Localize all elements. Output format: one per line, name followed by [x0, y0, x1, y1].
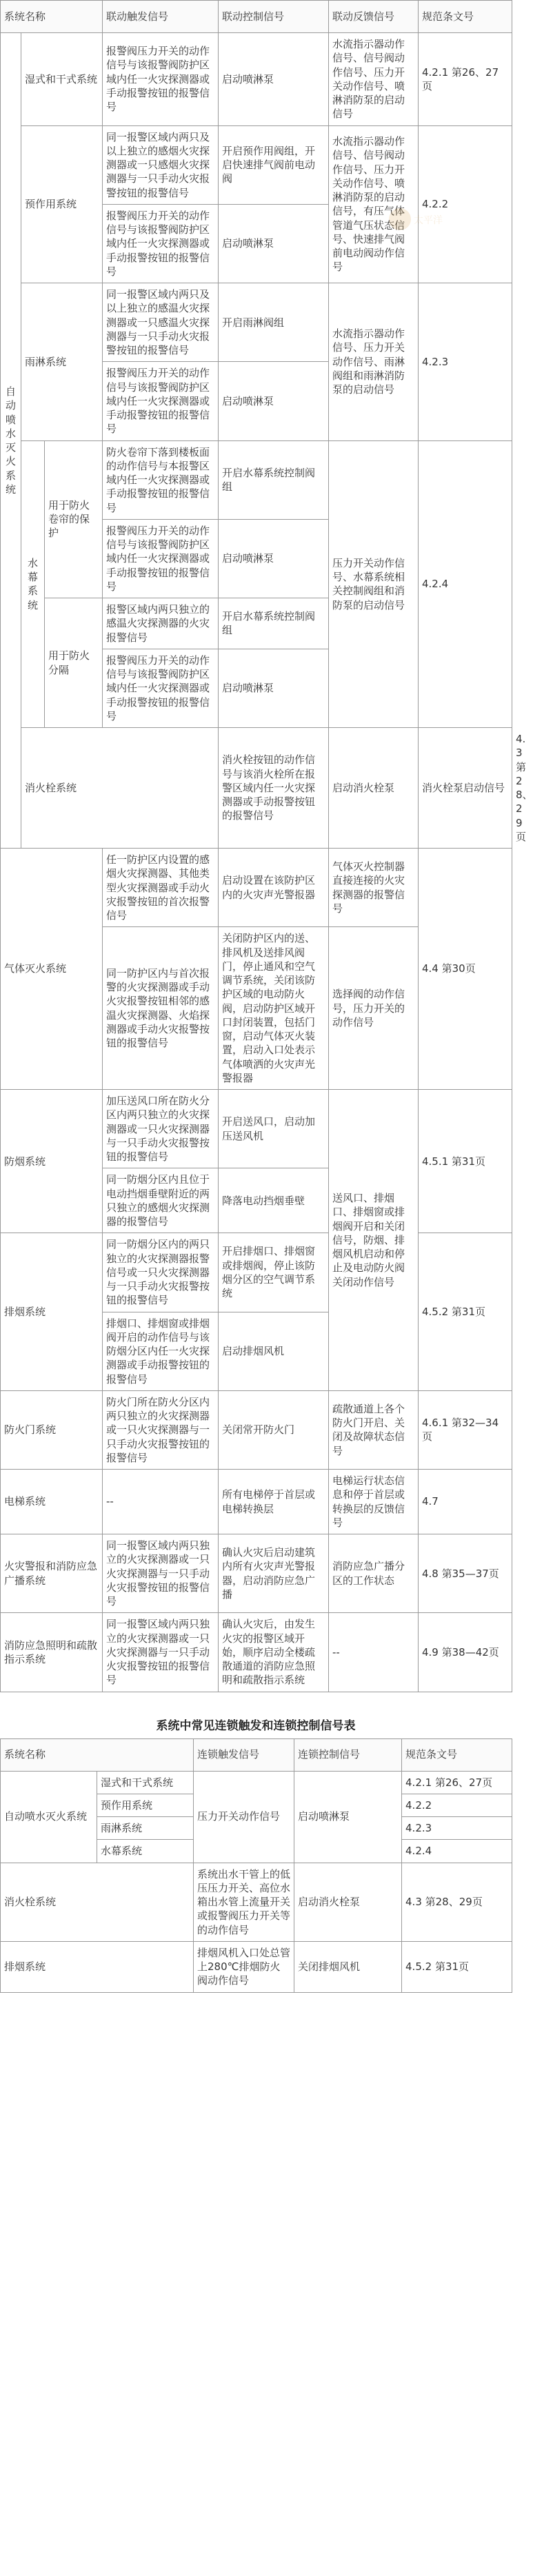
table-row	[1, 1613, 512, 1692]
exhaust-control-1: 开启排烟口、排烟窗或排烟阀，停止该防烟分区的空气调节系统	[219, 1233, 329, 1312]
gas-control-1: 启动设置在该防护区内的火灾声光警报器	[219, 849, 329, 927]
wet-name: 湿式和干式系统	[21, 33, 103, 126]
curtain-control-3: 开启水幕系统控制阀组	[219, 598, 329, 649]
t2-sub-deluge: 雨淋系统	[97, 1817, 194, 1840]
table-row	[1, 440, 512, 519]
t2-sub-curtain: 水幕系统	[97, 1840, 194, 1863]
smoke-ctrl-control-1: 开启送风口，启动加压送风机	[219, 1090, 329, 1168]
t2-sub-wet: 湿式和干式系统	[97, 1771, 194, 1794]
table-header-row	[1, 1738, 512, 1771]
interlock-signal-table	[0, 1738, 512, 1993]
curtain-control-1: 开启水幕系统控制阀组	[219, 440, 329, 519]
deluge-trigger-2: 报警阀压力开关的动作信号与该报警阀防护区域内任一火灾探测器或手动报警按钮的报警信号	[103, 362, 219, 440]
t2-exhaust-trigger: 排烟风机入口处总管上280℃排烟防火阀动作信号	[194, 1941, 294, 1992]
curtain-trigger-1: 防火卷帘下落到楼板面的动作信号与本报警区域内任一火灾探测器或手动报警按钮的报警信号	[103, 440, 219, 519]
smoke-ctrl-trigger-2: 同一防烟分区内且位于电动挡烟垂壁附近的两只独立的感烟火灾探测器的报警信号	[103, 1168, 219, 1233]
t2-auto-control: 启动喷淋泵	[294, 1771, 402, 1863]
elevator-trigger: --	[103, 1470, 219, 1534]
exhaust-control-2: 启动排烟风机	[219, 1312, 329, 1390]
elevator-control: 所有电梯停于首层或电梯转换层	[219, 1470, 329, 1534]
smoke-ctrl-trigger-1: 加压送风口所在防火分区内两只独立的火灾探测器或一只火灾探测器与一只手动火灾报警按钮的报警信号	[103, 1090, 219, 1168]
table-row	[1, 1941, 512, 1992]
t2-clause-wet: 4.2.1 第26、27页	[402, 1771, 512, 1794]
alarm-trigger: 同一报警区域内两只独立的火灾探测器或一只火灾探测器与一只手动火灾报警按钮的报警信号	[103, 1534, 219, 1613]
t2-header-system: 系统名称	[1, 1738, 194, 1771]
gas-control-2: 关闭防护区内的送、排风机及送排风阀门，停止通风和空气调节系统，关闭该防护区域的电动防火阀，启动防护区域开口封闭装置，包括门窗，启动气体灭火装置，启动入口处表示气体喷洒的火灾声光警报器	[219, 927, 329, 1090]
exhaust-trigger-1: 同一防烟分区内的两只独立的火灾探测器报警信号或一只火灾探测器与一只手动火灾报警按钮的报警信号	[103, 1233, 219, 1312]
gas-feedback-1: 气体灭火控制器直接连接的火灾探测器的报警信号	[329, 849, 419, 927]
gas-feedback-2: 选择阀的动作信号，压力开关的动作信号	[329, 927, 419, 1090]
lighting-clause: 4.9 第38—42页	[419, 1613, 512, 1692]
preaction-clause: 4.2.2	[419, 125, 512, 283]
alarm-clause: 4.8 第35—37页	[419, 1534, 512, 1613]
smoke-ctrl-clause: 4.5.1 第31页	[419, 1090, 512, 1233]
curtain-control-4: 启动喷淋泵	[219, 649, 329, 727]
lighting-feedback: --	[329, 1613, 419, 1692]
gas-name: 气体灭火系统	[1, 849, 103, 1090]
header-feedback: 联动反馈信号	[329, 1, 419, 33]
watermark-text: 太平洋	[414, 215, 443, 226]
exhaust-trigger-2: 排烟口、排烟窗或排烟阀开启的动作信号与该防烟分区内任一火灾探测器或手动报警按钮的报警信号	[103, 1312, 219, 1390]
gas-trigger-1: 任一防护区内设置的感烟火灾探测器、其他类型火灾探测器或手动火灾报警按钮的首次报警信号	[103, 849, 219, 927]
t2-clause-deluge: 4.2.3	[402, 1817, 512, 1840]
t2-auto-trigger: 压力开关动作信号	[194, 1771, 294, 1863]
preaction-trigger-2: 报警阀压力开关的动作信号与该报警阀防护区域内任一火灾探测器或手动报警按钮的报警信号	[103, 204, 219, 283]
table-row	[1, 1534, 512, 1613]
t2-header-trigger: 连锁触发信号	[194, 1738, 294, 1771]
preaction-control-2: 启动喷淋泵	[219, 204, 329, 283]
table-row	[1, 1771, 512, 1794]
elevator-feedback: 电梯运行状态信息和停于首层或转换层的反馈信号	[329, 1470, 419, 1534]
t2-hydrant-name: 消火栓系统	[1, 1863, 194, 1941]
smoke-ctrl-name: 防烟系统	[1, 1090, 103, 1233]
curtain-sub-2: 用于防火分隔	[45, 598, 103, 728]
t2-hydrant-trigger: 系统出水干管上的低压压力开关、高位水箱出水管上流量开关或报警阀压力开关等的动作信号	[194, 1863, 294, 1941]
table-row	[1, 1470, 512, 1534]
deluge-name: 雨淋系统	[21, 283, 103, 441]
t2-clause-curtain: 4.2.4	[402, 1840, 512, 1863]
deluge-clause: 4.2.3	[419, 283, 512, 441]
exhaust-clause: 4.5.2 第31页	[419, 1233, 512, 1391]
lighting-control: 确认火灾后，由发生火灾的报警区域开始，顺序启动全楼疏散通道的消防应急照明和疏散指示系统	[219, 1613, 329, 1692]
t2-header-clause: 规范条文号	[402, 1738, 512, 1771]
lighting-name: 消防应急照明和疏散指示系统	[1, 1613, 103, 1692]
preaction-trigger-1: 同一报警区域内两只及以上独立的感烟火灾探测器或一只感烟火灾探测器与一只手动火灾报警按钮的报警信号	[103, 125, 219, 204]
t2-sub-preaction: 预作用系统	[97, 1794, 194, 1816]
table-header-row	[1, 1, 512, 33]
t2-hydrant-control: 启动消火栓泵	[294, 1863, 402, 1941]
header-clause: 规范条文号	[419, 1, 512, 33]
header-control: 联动控制信号	[219, 1, 329, 33]
curtain-trigger-3: 报警区域内两只独立的感温火灾探测器的火灾报警信号	[103, 598, 219, 649]
wet-control: 启动喷淋泵	[219, 33, 329, 126]
exhaust-name: 排烟系统	[1, 1233, 103, 1391]
gas-clause: 4.4 第30页	[419, 849, 512, 1090]
table-row	[1, 125, 512, 204]
t2-exhaust-clause: 4.5.2 第31页	[402, 1941, 512, 1992]
table-row	[1, 849, 512, 927]
header-system: 系统名称	[1, 1, 103, 33]
curtain-trigger-2: 报警阀压力开关的动作信号与该报警阀防护区域内任一火灾探测器或手动报警按钮的报警信号	[103, 519, 219, 598]
smoke-feedback: 送风口、排烟口、排烟窗或排烟阀开启和关闭信号，防烟、排烟风机启动和停止及电动防火阀关闭动作信号	[329, 1090, 419, 1391]
table-row	[1, 1863, 512, 1941]
firedoor-trigger: 防火门所在防火分区内两只独立的火灾探测器或一只火灾探测器与一只手动火灾报警按钮的报警信号	[103, 1390, 219, 1469]
curtain-trigger-4: 报警阀压力开关的动作信号与该报警阀防护区域内任一火灾探测器或手动报警按钮的报警信号	[103, 649, 219, 727]
elevator-name: 电梯系统	[1, 1470, 103, 1534]
smoke-ctrl-control-2: 降落电动挡烟垂壁	[219, 1168, 329, 1233]
alarm-name: 火灾警报和消防应急广播系统	[1, 1534, 103, 1613]
table-row: 消火栓系统 消火栓按钮的动作信号与该消火栓所在报警区域内任一火灾探测器或手动报警按钮的报警信号 启动消火栓泵 消火栓泵启动信号 4.3 第28、29页	[1, 728, 512, 849]
hydrant-feedback: 消火栓泵启动信号	[419, 728, 512, 849]
t2-clause-preaction: 4.2.2	[402, 1794, 512, 1816]
auto-water-label: 自动喷水灭火系统	[1, 33, 21, 849]
deluge-control-1: 开启雨淋阀组	[219, 283, 329, 362]
wet-feedback: 水流指示器动作信号、信号阀动作信号、压力开关动作信号、喷淋消防泵的启动信号	[329, 33, 419, 126]
hydrant-control: 启动消火栓泵	[329, 728, 419, 849]
watermark-logo	[386, 199, 448, 240]
t2-hydrant-clause: 4.3 第28、29页	[402, 1863, 512, 1941]
deluge-feedback: 水流指示器动作信号、压力开关动作信号、雨淋阀组和雨淋消防泵的启动信号	[329, 283, 419, 441]
hydrant-trigger: 消火栓按钮的动作信号与该消火栓所在报警区域内任一火灾探测器或手动报警按钮的报警信号	[219, 728, 329, 849]
hydrant-name: 消火栓系统	[21, 728, 219, 849]
alarm-feedback: 消防应急广播分区的工作状态	[329, 1534, 419, 1613]
deluge-control-2: 启动喷淋泵	[219, 362, 329, 440]
preaction-name: 预作用系统	[21, 125, 103, 283]
elevator-clause: 4.7	[419, 1470, 512, 1534]
curtain-feedback: 压力开关动作信号、水幕系统相关控制阀组和消防泵的启动信号	[329, 440, 419, 728]
gas-trigger-2: 同一防护区内与首次报警的火灾探测器或手动火灾报警按钮相邻的感温火灾探测器、火焰探测器或手动火灾报警按钮的报警信号	[103, 927, 219, 1090]
t2-exhaust-control: 关闭排烟风机	[294, 1941, 402, 1992]
firedoor-feedback: 疏散通道上各个防火门开启、关闭及故障状态信号	[329, 1390, 419, 1469]
lighting-trigger: 同一报警区域内两只独立的火灾探测器或一只火灾探测器与一只手动火灾报警按钮的报警信号	[103, 1613, 219, 1692]
wet-trigger: 报警阀压力开关的动作信号与该报警阀防护区域内任一火灾探测器或手动报警按钮的报警信号	[103, 33, 219, 126]
table-row	[1, 283, 512, 362]
curtain-control-2: 启动喷淋泵	[219, 519, 329, 598]
table-row	[1, 1233, 512, 1312]
t2-exhaust-name: 排烟系统	[1, 1941, 194, 1992]
curtain-clause: 4.2.4	[419, 440, 512, 728]
t2-auto-water: 自动喷水灭火系统	[1, 1771, 97, 1863]
deluge-trigger-1: 同一报警区域内两只及以上独立的感温火灾探测器或一只感温火灾探测器与一只手动火灾报警按钮的报警信号	[103, 283, 219, 362]
curtain-name: 水幕系统	[21, 440, 45, 728]
curtain-sub-1: 用于防火卷帘的保护	[45, 440, 103, 598]
preaction-feedback: 水流指示器动作信号、信号阀动作信号、压力开关动作信号、喷淋消防泵的启动信号，有压气体管道气压状态信号、快速排气阀前电动阀动作信号	[329, 125, 419, 283]
table2-title: 系统中常见连锁触发和连锁控制信号表	[156, 1718, 356, 1733]
preaction-control-1: 开启预作用阀组，开启快速排气阀前电动阀	[219, 125, 329, 204]
firedoor-control: 关闭常开防火门	[219, 1390, 329, 1469]
table-row	[1, 33, 512, 126]
table-row	[1, 1390, 512, 1469]
table-row	[1, 1090, 512, 1168]
firedoor-name: 防火门系统	[1, 1390, 103, 1469]
wet-clause: 4.2.1 第26、27页	[419, 33, 512, 126]
header-trigger: 联动触发信号	[103, 1, 219, 33]
alarm-control: 确认火灾后启动建筑内所有火灾声光警报器，启动消防应急广播	[219, 1534, 329, 1613]
t2-header-control: 连锁控制信号	[294, 1738, 402, 1771]
firedoor-clause: 4.6.1 第32—34页	[419, 1390, 512, 1469]
